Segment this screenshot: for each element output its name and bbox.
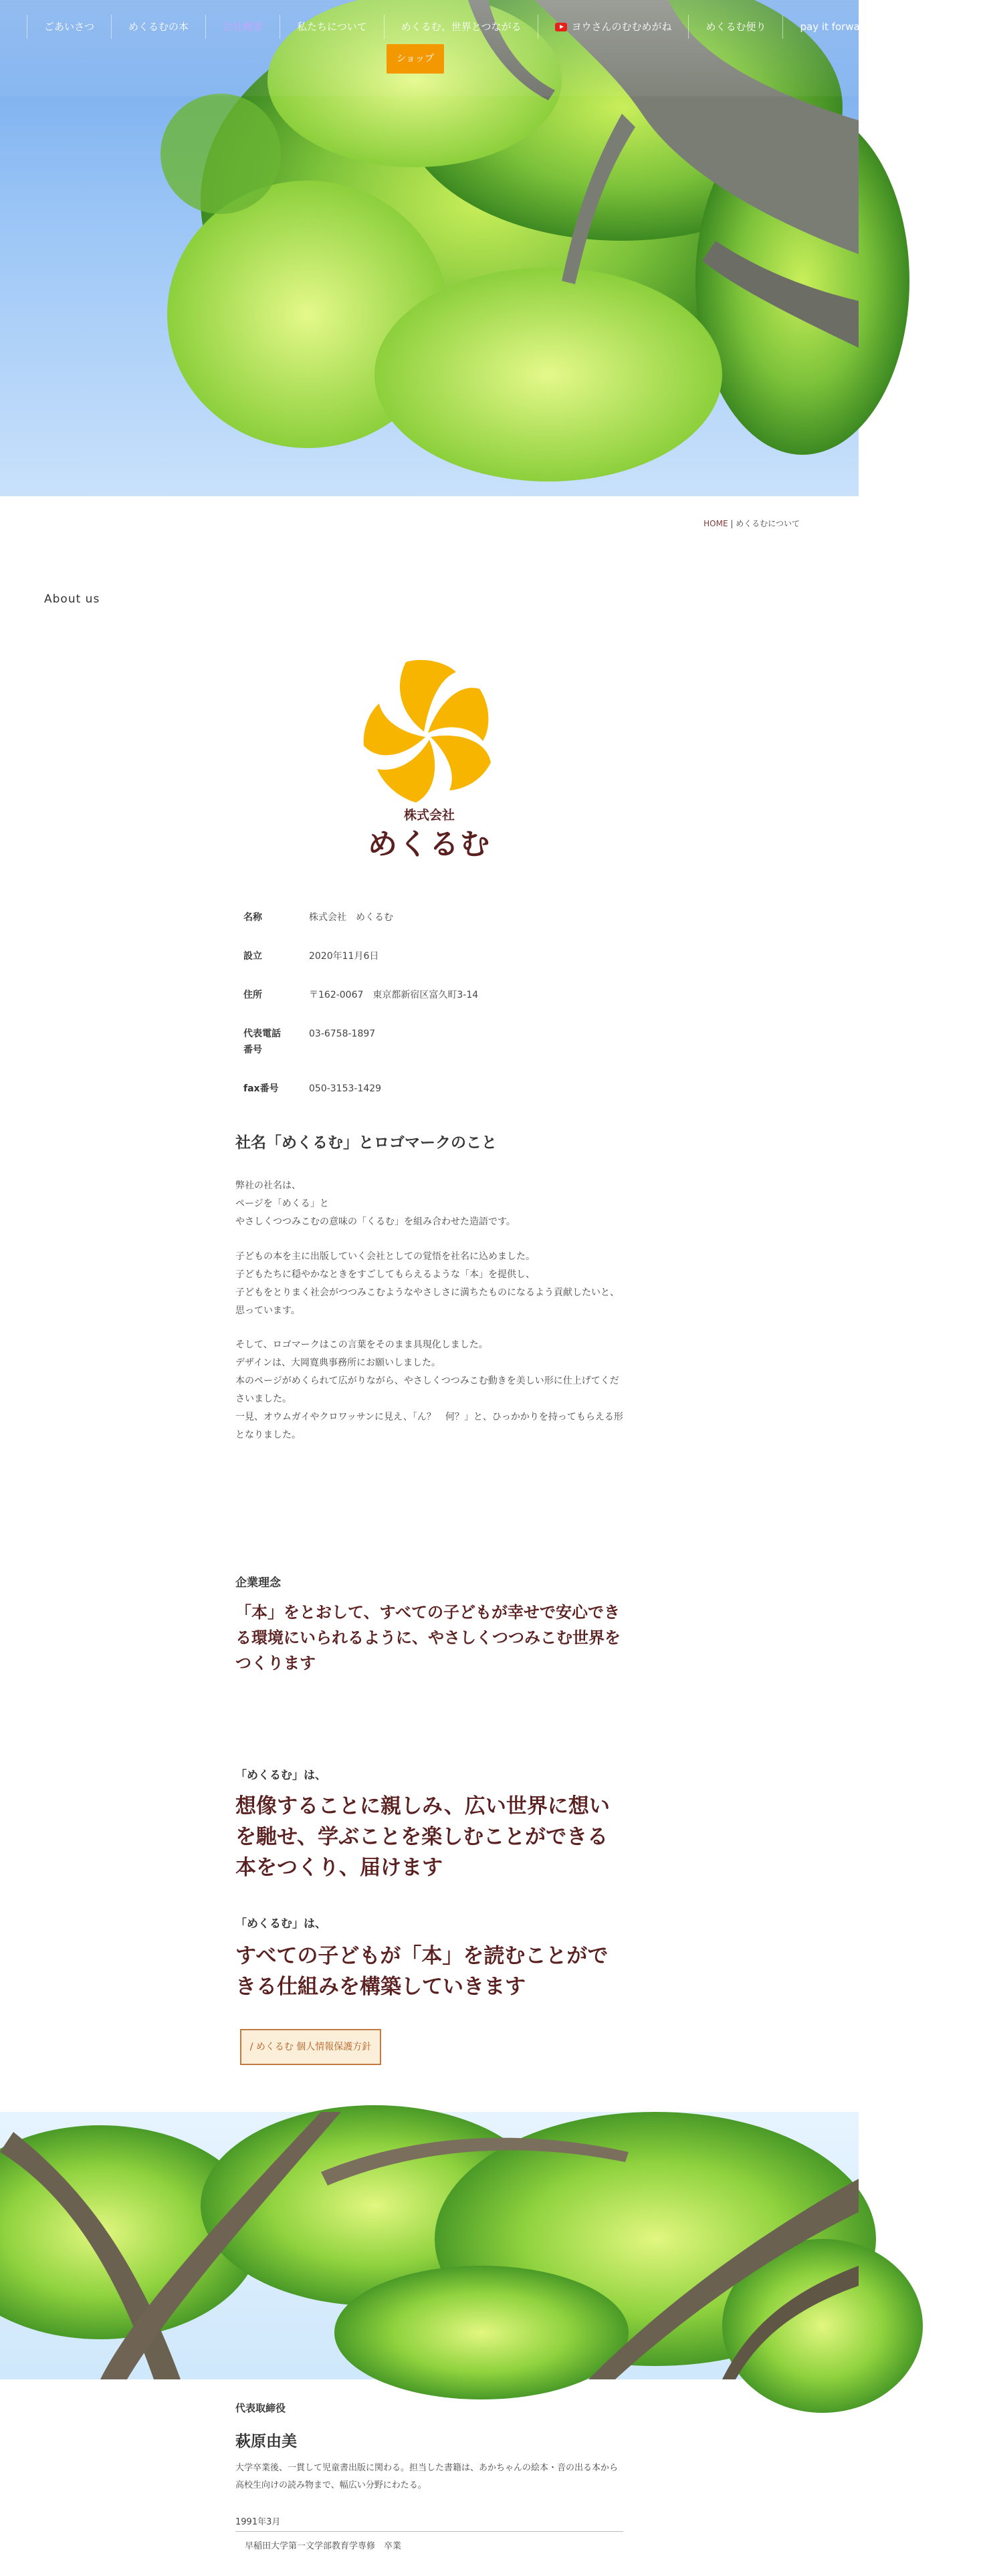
breadcrumb (703, 518, 800, 529)
company-info-row (243, 987, 618, 1003)
nav-item-news[interactable] (688, 15, 782, 39)
tree-photo (0, 2112, 859, 2379)
company-info-key: 設立 (243, 951, 262, 962)
hero-image (0, 0, 965, 496)
nav-item-label: めくるむ便り (705, 21, 766, 33)
ceo-bio: 大学卒業後、一貫して児童書出版に関わる。担当した書籍は、あかちゃんの絵本・音の出る本から高校生向けの読み物まで、幅広い分野にわたる。 (235, 2463, 619, 2490)
company-info-key: 代表電話 番号 (243, 1029, 281, 1055)
breadcrumb-separator: | (728, 519, 736, 528)
company-info-value: 〒162-0067 東京都新宿区富久町3-14 (309, 990, 479, 1000)
company-info-row (243, 1026, 618, 1058)
breadcrumb-home-link[interactable]: HOME (703, 519, 728, 528)
youtube-icon (555, 23, 567, 31)
logo-company-name: めくるむ (368, 827, 491, 861)
company-info-value: 03-6758-1897 (309, 1029, 376, 1039)
nav-item-label: pay it forward (800, 21, 871, 33)
nav-menu (27, 15, 981, 39)
company-info-table (243, 909, 618, 1119)
nav-item-label: ごあいさつ (44, 21, 95, 33)
company-info-row (243, 948, 618, 964)
breadcrumb-current: めくるむについて (736, 519, 800, 528)
ceo-title: 代表取締役 (235, 2402, 286, 2414)
company-info-key: 名称 (243, 912, 262, 923)
nav-item-contact[interactable] (887, 15, 981, 39)
mission-statement: すべての子どもが「本」を読むことができる仕組みを構築していきます (235, 1944, 609, 1999)
ceo-history-year: 1991年3月 (235, 2514, 623, 2532)
company-info-key: 住所 (243, 990, 262, 1000)
nav-item-pay-it-forward[interactable] (782, 15, 887, 39)
company-info-value: 050-3153-1429 (309, 1083, 382, 1094)
section-heading-about: About us (44, 593, 100, 606)
philosophy-text: 「本」をとおして、すべての子どもが幸せで安心できる環境にいられるように、やさしくつつみこむ世界をつくります (235, 1603, 621, 1673)
logo-story-paragraph: 子どもの本を主に出版していく会社としての覚悟を社名に込めました。 子どもたちに穏やかなときをすごしてもらえるような「本」を提供し、 子どもをとりまく社会がつつみこむようなやさしさに満ちたものになるよう貢献したいと、思っています。 (235, 1251, 619, 1316)
ceo-name: 萩原由美 (235, 2433, 297, 2450)
company-info-value: 株式会社 めくるむ (309, 912, 393, 923)
company-info-row (243, 909, 618, 926)
mission-label: 「めくるむ」は、 (235, 1769, 326, 1782)
nav-item-label: 私たちについて (297, 21, 367, 33)
company-info-value: 2020年11月6日 (309, 951, 379, 962)
privacy-policy-button[interactable]: / めくるむ 個人情報保護方針 (240, 2029, 381, 2065)
mission-label: 「めくるむ」は、 (235, 1917, 326, 1931)
nav-item-label: めくるむの本 (128, 21, 189, 33)
nav-item-youtube[interactable] (538, 15, 688, 39)
nav-item-books[interactable] (111, 15, 205, 39)
nav-item-company[interactable] (205, 15, 280, 39)
nav-item-about[interactable] (280, 15, 384, 39)
ceo-history-text: 早稲田大学第一文学部教育学専修 卒業 (245, 2541, 402, 2551)
nav-item-label: お問い合わせ (904, 21, 965, 33)
logo-company-type: 株式会社 (403, 808, 455, 823)
tree-branches-illustration (0, 2112, 859, 2379)
global-nav (0, 0, 965, 96)
nav-item-label: 会社概要 (223, 21, 263, 33)
shop-button[interactable]: ショップ (387, 44, 444, 74)
company-info-key: fax番号 (243, 1083, 279, 1094)
philosophy-label: 企業理念 (235, 1576, 281, 1590)
company-info-row (243, 1081, 618, 1097)
nav-item-greeting[interactable] (27, 15, 111, 39)
logo-story-paragraph: 弊社の社名は、 ページを「めくる」と やさしくつつみこむの意味の「くるむ」を組み合わせた造語です。 (235, 1180, 516, 1227)
nav-item-label: ヨウさんのむむめがね (571, 21, 672, 33)
mission-statement: 想像することに親しみ、広い世界に想いを馳せ、学ぶことを楽しむことができる本をつくり、届けます (235, 1794, 610, 1880)
logo-story-heading: 社名「めくるむ」とロゴマークのこと (235, 1134, 497, 1152)
logo-story-paragraph: そして、ロゴマークはこの言葉をそのまま具現化しました。 デザインは、大岡寛典事務所にお願いしました。 本のページがめくられて広がりながら、やさしくつつみこむ動きを美しい形に仕上げてくださいました。 一見、オウムガイやクロワッサンに見え、「ん？ 何？」と、ひっかかりを持ってもらえる形となりました。 (235, 1339, 623, 1440)
nav-item-world[interactable] (384, 15, 538, 39)
nav-item-label: めくるむ、世界とつながる (401, 21, 522, 33)
